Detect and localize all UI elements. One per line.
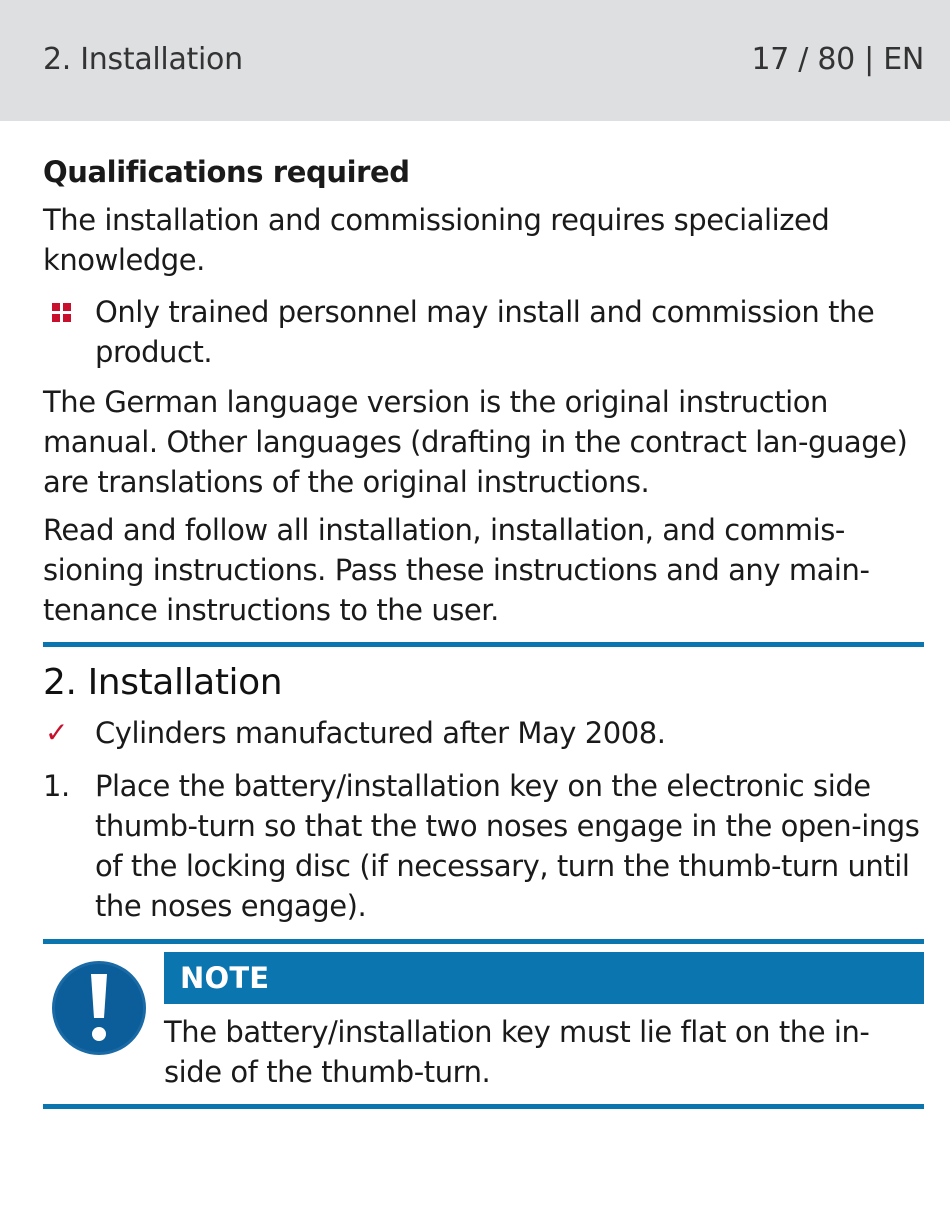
- prerequisite-item: [43, 713, 924, 753]
- step-text: Place the battery/installation key on the electronic side thumb-turn so that the two noses engage in the open-ings of the locking disc (if necessary, turn the thumb-turn until the noses engage).: [95, 769, 920, 923]
- step-item: [43, 766, 924, 926]
- qualifications-intro: The installation and commissioning requires specialized knowledge.: [43, 203, 830, 277]
- bullet-text: Only trained personnel may install and commission the product.: [95, 295, 875, 369]
- section-divider: [43, 642, 924, 647]
- installation-title: 2. Installation: [43, 662, 283, 703]
- header-page-info: 17 / 80 | EN: [751, 42, 924, 77]
- read-instructions-note: Read and follow all installation, installation, and commis-sioning instructions. Pass these instructions and any main-tenance instructions to the user.: [43, 513, 870, 627]
- header-section-title: 2. Installation: [43, 42, 243, 77]
- checkmark-icon: ✓: [45, 716, 69, 749]
- step-number: 1.: [43, 769, 70, 803]
- qualifications-heading: Qualifications required: [43, 155, 410, 189]
- prerequisite-text: Cylinders manufactured after May 2008.: [95, 716, 666, 750]
- note-label: NOTE: [164, 952, 924, 1004]
- bullet-marker: [43, 292, 95, 332]
- page-content: [43, 152, 924, 1109]
- language-note: The German language version is the original instruction manual. Other languages (drafting in the contract lan-guage) are translations of the original instructions.: [43, 385, 908, 499]
- qualifications-bullet: [43, 292, 924, 372]
- check-marker: [43, 713, 95, 753]
- step-marker: [43, 766, 95, 806]
- note-body: [164, 952, 924, 1092]
- exclamation-circle-icon: [51, 960, 147, 1056]
- note-text: The battery/installation key must lie flat on the in-side of the thumb-turn.: [164, 1015, 870, 1089]
- note-icon-wrap: [43, 952, 164, 1092]
- note-bottom-divider: [43, 1104, 924, 1109]
- note-top-divider: [43, 939, 924, 944]
- page-header: [0, 0, 950, 121]
- note-box: [43, 952, 924, 1092]
- square-grid-icon: [52, 303, 71, 322]
